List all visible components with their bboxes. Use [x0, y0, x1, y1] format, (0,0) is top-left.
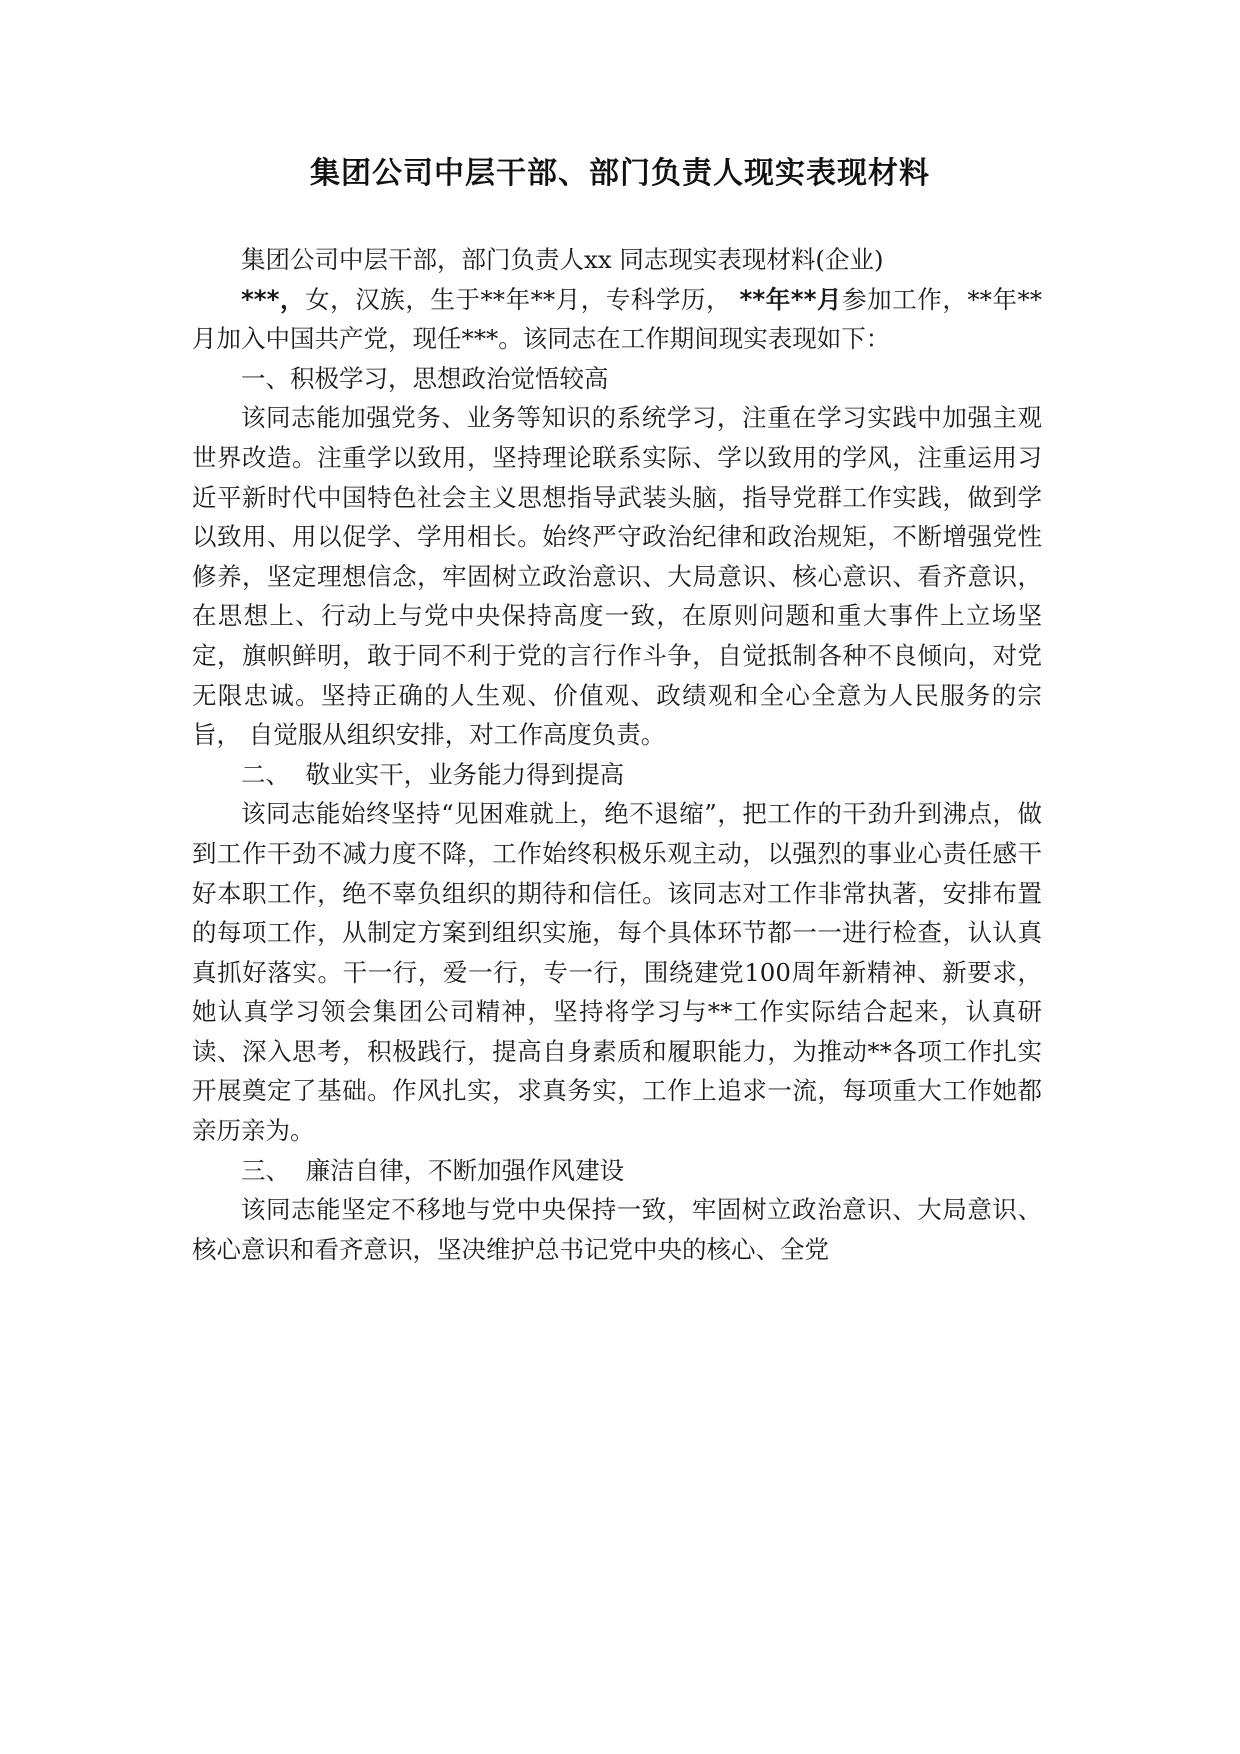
intro-text-part2: 参加工作，**年**月加入中国共产党，现任***。该同志在工作期间现实表现如下： [192, 284, 1043, 354]
intro-paragraph [192, 280, 1042, 359]
section-body-1: 该同志能加强党务、业务等知识的系统学习，注重在学习实践中加强主观世界改造。注重学以致用，坚持理论联系实际、学以致用的学风，注重运用习近平新时代中国特色社会主义思想指导武装头脑，指导党群工作实践，做到学以致用、用以促学、学用相长。始终严守政治纪律和政治规矩，不断增强党性修养，坚定理想信念，牢固树立政治意识、大局意识、核心意识、看齐意识，在思想上、行动上与党中央保持高度一致，在原则问题和重大事件上立场坚定，旗帜鲜明，敢于同不利于党的言行作斗争，自觉抵制各种不良倾向，对党无限忠诚。坚持正确的人生观、价值观、政绩观和全心全意为人民服务的宗旨， 自觉服从组织安排，对工作高度负责。 [192, 403, 1042, 750]
section-body-2: 该同志能始终坚持“见困难就上，绝不退缩”，把工作的干劲升到沸点，做到工作干劲不减力度不降，工作始终积极乐观主动，以强烈的事业心责任感干好本职工作，绝不辜负组织的期待和信任。该同志对工作非常执著，安排布置的每项工作，从制定方案到组织实施，每个具体环节都一一进行检查，认认真真抓好落实。干一行，爱一行，专一行，围绕建党100周年新精神、新要求，她认真学习领会集团公司精神，坚持将学习与**工作实际结合起来，认真研读、深入思考，积极践行，提高自身素质和履职能力，为推动**各项工作扎实开展奠定了基础。作风扎实，求真务实，工作上追求一流，每项重大工作她都亲历亲为。 [192, 799, 1042, 1146]
document-title: 集团公司中层干部、部门负责人现实表现材料 [310, 156, 930, 191]
section-heading-2: 二、 敬业实干，业务能力得到提高 [241, 759, 625, 789]
document-body [192, 240, 1042, 1269]
work-start-date: **年**月 [739, 284, 843, 314]
section-body-3: 该同志能坚定不移地与党中央保持一致，牢固树立政治意识、大局意识、核心意识和看齐意识，坚决维护总书记党中央的核心、全党 [192, 1195, 1042, 1264]
intro-text-part1: 女，汉族，生于**年**月，专科学历， [305, 284, 740, 314]
section-heading-3: 三、 廉洁自律，不断加强作风建设 [241, 1155, 625, 1185]
person-name: ***， [241, 284, 306, 314]
document-subtitle: 集团公司中层干部，部门负责人xx 同志现实表现材料(企业) [241, 245, 884, 274]
section-heading-1: 一、积极学习，思想政治觉悟较高 [241, 363, 609, 393]
